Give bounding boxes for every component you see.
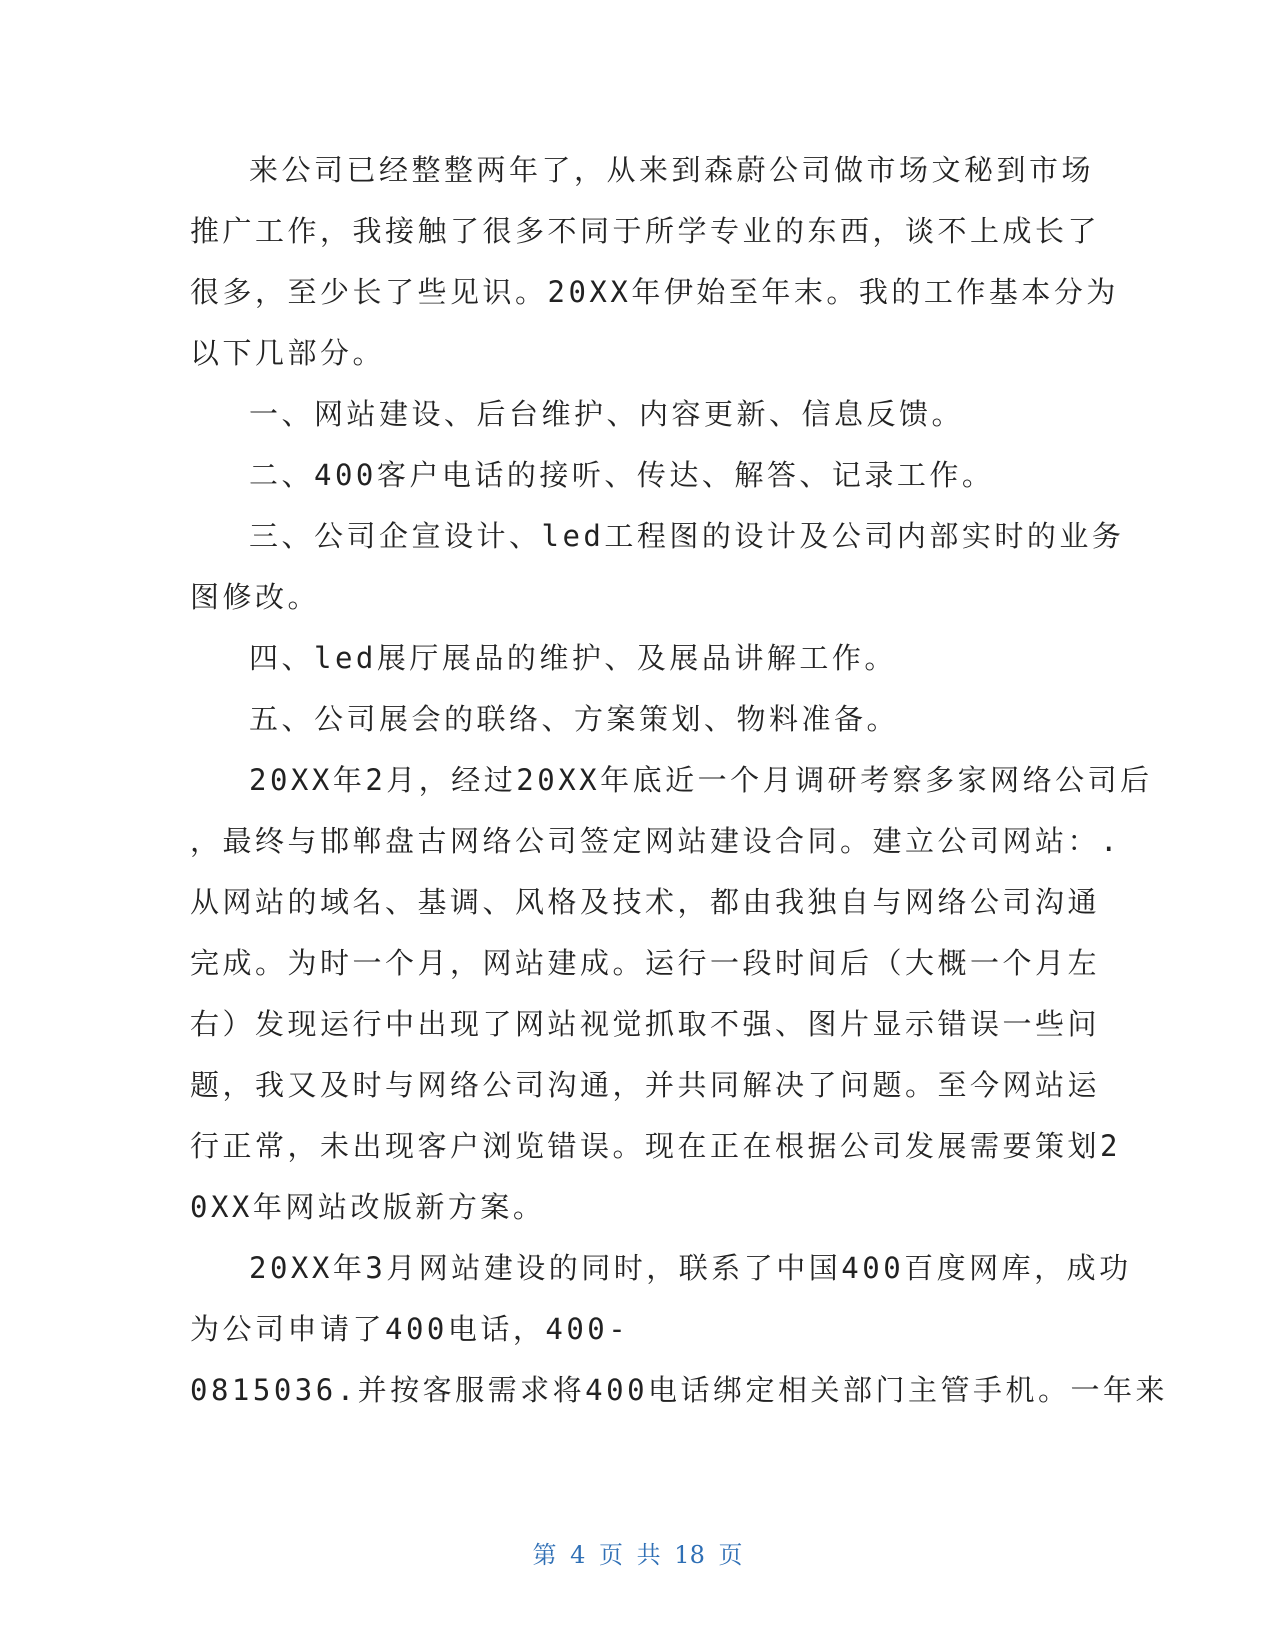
list-item-4: 四、led展厅展品的维护、及展品讲解工作。: [249, 641, 897, 675]
paragraph-line: 右）发现运行中出现了网站视觉抓取不强、图片显示错误一些问: [190, 1007, 1101, 1041]
paragraph-line: 从网站的域名、基调、风格及技术，都由我独自与网络公司沟通: [190, 885, 1101, 919]
paragraph-line: 完成。为时一个月，网站建成。运行一段时间后（大概一个月左: [190, 946, 1101, 980]
paragraph-line: 20XX年3月网站建设的同时，联系了中国400百度网库，成功: [249, 1251, 1132, 1285]
list-item-3: 三、公司企宣设计、led工程图的设计及公司内部实时的业务: [249, 519, 1125, 553]
page-number-footer: 第 4 页 共 18 页: [532, 1541, 743, 1569]
list-item-5: 五、公司展会的联络、方案策划、物料准备。: [249, 702, 900, 736]
paragraph-line: 以下几部分。: [190, 336, 386, 370]
paragraph-line: 很多，至少长了些见识。20XX年伊始至年末。我的工作基本分为: [190, 275, 1119, 309]
paragraph-line: 20XX年2月，经过20XX年底近一个月调研考察多家网络公司后: [249, 763, 1153, 797]
paragraph-line: 推广工作，我接触了很多不同于所学专业的东西，谈不上成长了: [190, 214, 1101, 248]
paragraph-line: 为公司申请了400电话，400-: [190, 1312, 630, 1346]
paragraph-line: 题，我又及时与网络公司沟通，并共同解决了问题。至今网站运: [190, 1068, 1101, 1102]
list-item-2: 二、400客户电话的接听、传达、解答、记录工作。: [249, 458, 995, 492]
document-body: [190, 140, 1169, 1421]
paragraph-line: 来公司已经整整两年了，从来到森蔚公司做市场文秘到市场: [249, 153, 1095, 187]
paragraph-line: 0XX年网站改版新方案。: [190, 1190, 546, 1224]
list-item-1: 一、网站建设、后台维护、内容更新、信息反馈。: [249, 397, 965, 431]
paragraph-line: 行正常，未出现客户浏览错误。现在正在根据公司发展需要策划2: [190, 1129, 1121, 1163]
paragraph-line: ，最终与邯郸盘古网络公司签定网站建设合同。建立公司网站：.: [190, 824, 1121, 858]
paragraph-line: 0815036.并按客服需求将400电话绑定相关部门主管手机。一年来: [190, 1373, 1169, 1407]
list-item-3-continued: 图修改。: [190, 580, 321, 614]
